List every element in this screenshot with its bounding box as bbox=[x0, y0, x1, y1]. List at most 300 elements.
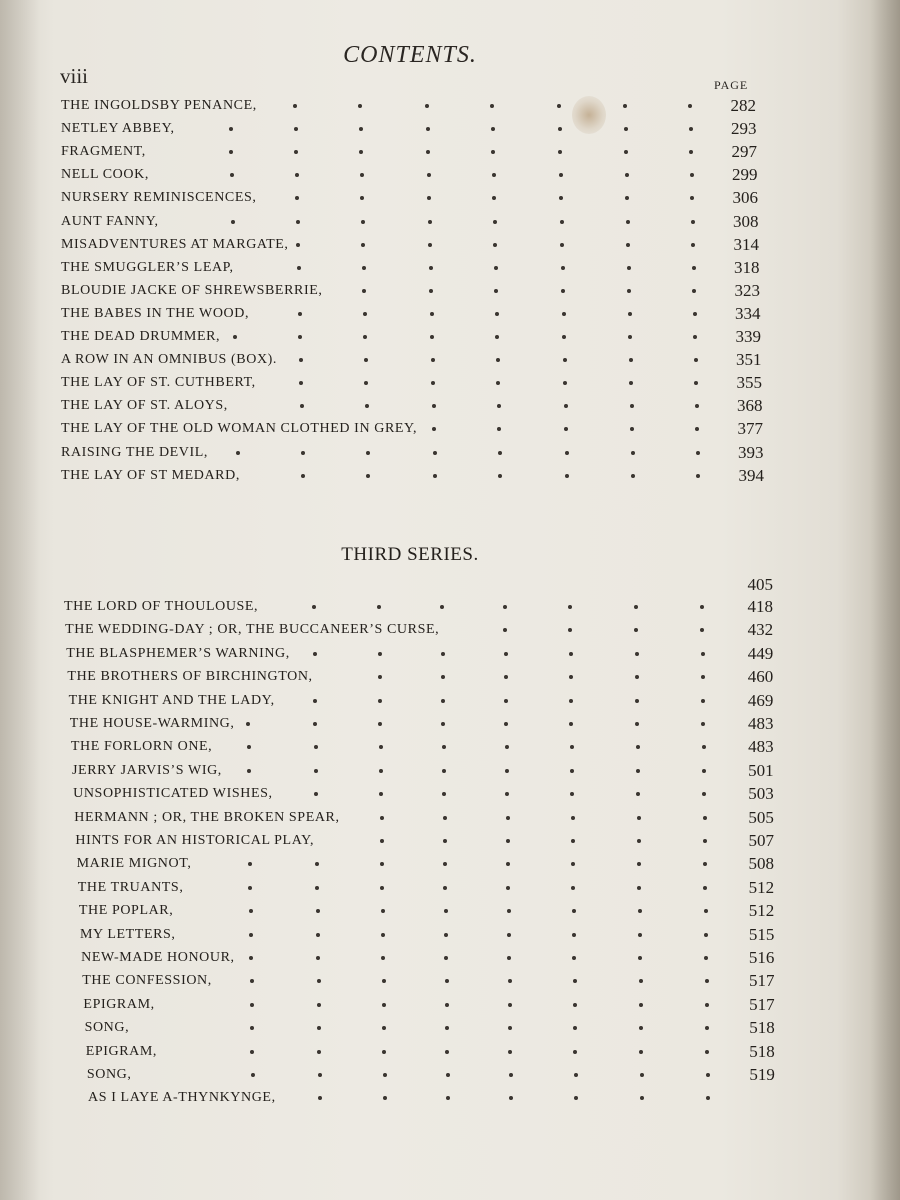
leader-dot bbox=[702, 769, 706, 773]
leader-dot bbox=[317, 1026, 321, 1030]
leader-dot bbox=[494, 289, 498, 293]
leader-dot bbox=[382, 979, 386, 983]
leader-dot bbox=[634, 628, 638, 632]
leader-dot bbox=[700, 628, 704, 632]
toc-entry bbox=[0, 325, 900, 348]
leader-dot bbox=[626, 243, 630, 247]
leader-dot bbox=[705, 979, 709, 983]
leader-dot bbox=[380, 862, 384, 866]
page-column-label: PAGE bbox=[714, 78, 749, 92]
toc-entry bbox=[0, 279, 900, 302]
leader-dot bbox=[705, 1003, 709, 1007]
toc-entry bbox=[0, 441, 900, 464]
leader-dot bbox=[635, 722, 639, 726]
leader-dot bbox=[313, 722, 317, 726]
leader-dot bbox=[639, 1026, 643, 1030]
toc-entry bbox=[0, 595, 900, 618]
toc-entry-page: 314 bbox=[733, 234, 759, 254]
leader-dot bbox=[366, 451, 370, 455]
leader-dot bbox=[703, 886, 707, 890]
leader-dot bbox=[493, 220, 497, 224]
leader-dot bbox=[378, 699, 382, 703]
toc-entry bbox=[0, 371, 900, 394]
leader-dot bbox=[425, 104, 429, 108]
leader-dot bbox=[635, 699, 639, 703]
toc-entry bbox=[0, 233, 900, 256]
third-series-heading: THIRD SERIES. bbox=[341, 544, 479, 565]
leader-dot bbox=[317, 1003, 321, 1007]
leader-dot bbox=[443, 816, 447, 820]
leader-dot bbox=[504, 675, 508, 679]
leader-dot bbox=[627, 289, 631, 293]
leader-dot bbox=[296, 220, 300, 224]
leader-dot bbox=[695, 404, 699, 408]
leader-dot bbox=[431, 381, 435, 385]
leader-dot bbox=[506, 862, 510, 866]
toc-entry bbox=[0, 993, 900, 1016]
toc-entry-title: MISADVENTURES AT MARGATE, bbox=[61, 236, 289, 252]
toc-entry-title: SONG, bbox=[86, 1067, 132, 1082]
leader-dot bbox=[636, 745, 640, 749]
leader-dot bbox=[636, 792, 640, 796]
leader-dot bbox=[361, 220, 365, 224]
leader-dot bbox=[444, 956, 448, 960]
leader-dot bbox=[689, 127, 693, 131]
leader-dot bbox=[431, 358, 435, 362]
leader-dot bbox=[572, 909, 576, 913]
toc-entry-title: THE BLASPHEMER’S WARNING, bbox=[66, 645, 290, 661]
leader-dot bbox=[696, 474, 700, 478]
leader-dot bbox=[314, 745, 318, 749]
leader-dot bbox=[301, 451, 305, 455]
leader-dot bbox=[358, 104, 362, 108]
leader-dot bbox=[442, 792, 446, 796]
leader-dot bbox=[573, 1003, 577, 1007]
leader-dot bbox=[248, 862, 252, 866]
leader-dot bbox=[564, 427, 568, 431]
leader-dot bbox=[366, 474, 370, 478]
leader-dot bbox=[364, 381, 368, 385]
toc-entry-title: NURSERY REMINISCENCES, bbox=[61, 190, 257, 206]
leader-dot bbox=[362, 266, 366, 270]
leader-dot bbox=[381, 909, 385, 913]
toc-entry-page: 308 bbox=[733, 211, 759, 231]
leader-dot bbox=[495, 335, 499, 339]
leader-dot bbox=[363, 312, 367, 316]
leader-dot bbox=[379, 745, 383, 749]
leader-dot bbox=[378, 652, 382, 656]
leader-dot bbox=[491, 127, 495, 131]
toc-entry-page: 393 bbox=[738, 442, 764, 462]
leader-dot bbox=[637, 862, 641, 866]
leader-dot bbox=[298, 335, 302, 339]
leader-dot bbox=[565, 451, 569, 455]
toc-entry bbox=[0, 665, 900, 688]
leader-dot bbox=[380, 839, 384, 843]
leader-dot bbox=[695, 427, 699, 431]
leader-dot bbox=[229, 150, 233, 154]
leader-dot bbox=[690, 196, 694, 200]
toc-entry-title: THE TRUANTS, bbox=[77, 879, 184, 895]
leader-dot bbox=[564, 404, 568, 408]
toc-entry-page: 351 bbox=[736, 350, 762, 370]
leader-dot bbox=[506, 816, 510, 820]
toc-entry bbox=[0, 464, 900, 487]
toc-entry-title: FRAGMENT, bbox=[61, 144, 146, 160]
leader-dot bbox=[638, 909, 642, 913]
leader-dot bbox=[233, 335, 237, 339]
toc-entry-title: EPIGRAM, bbox=[85, 1043, 158, 1059]
leader-dot bbox=[444, 933, 448, 937]
toc-entry bbox=[0, 417, 900, 440]
leader-dot bbox=[689, 150, 693, 154]
leader-dot bbox=[503, 628, 507, 632]
leader-dot bbox=[692, 289, 696, 293]
leader-dot bbox=[507, 956, 511, 960]
leader-dot bbox=[706, 1096, 710, 1100]
leader-dot bbox=[445, 979, 449, 983]
leader-dot bbox=[429, 289, 433, 293]
toc-entry bbox=[0, 140, 900, 163]
leader-dot bbox=[379, 769, 383, 773]
leader-dot bbox=[557, 104, 561, 108]
toc-entry-page: 483 bbox=[747, 714, 774, 733]
leader-dot bbox=[558, 150, 562, 154]
toc-entry-title: THE BABES IN THE WOOD, bbox=[61, 305, 250, 321]
leader-dot bbox=[364, 358, 368, 362]
leader-dot bbox=[571, 839, 575, 843]
leader-dot bbox=[247, 769, 251, 773]
leader-dot bbox=[496, 358, 500, 362]
leader-dot bbox=[427, 173, 431, 177]
leader-dot bbox=[507, 933, 511, 937]
leader-dot bbox=[691, 220, 695, 224]
toc-entry-page: 518 bbox=[749, 1018, 775, 1038]
leader-dot bbox=[361, 243, 365, 247]
leader-dot bbox=[690, 173, 694, 177]
toc-entry-title: UNSOPHISTICATED WISHES, bbox=[73, 786, 273, 802]
leader-dot bbox=[445, 1026, 449, 1030]
toc-entry-title: THE CONFESSION, bbox=[82, 973, 212, 989]
leader-dot bbox=[378, 675, 382, 679]
leader-dot bbox=[441, 722, 445, 726]
leader-dot bbox=[496, 381, 500, 385]
page-number: viii bbox=[60, 64, 89, 88]
toc-entry-title: THE LAY OF ST MEDARD, bbox=[61, 467, 240, 483]
leader-dot bbox=[313, 652, 317, 656]
toc-entry-page: 512 bbox=[748, 901, 775, 921]
leader-dot bbox=[297, 266, 301, 270]
leader-dot bbox=[230, 173, 234, 177]
leader-dot bbox=[560, 220, 564, 224]
leader-dot bbox=[442, 769, 446, 773]
leader-dot bbox=[427, 196, 431, 200]
toc-entry-page: 318 bbox=[734, 257, 760, 277]
toc-entry bbox=[0, 829, 900, 852]
toc-entry-page: 508 bbox=[748, 854, 775, 874]
toc-entry-title: NEW-MADE HONOUR, bbox=[81, 950, 235, 965]
toc-entry-title: THE KNIGHT AND THE LADY, bbox=[68, 692, 275, 708]
leader-dot bbox=[568, 628, 572, 632]
leader-dot bbox=[312, 605, 316, 609]
leader-dot bbox=[445, 1050, 449, 1054]
leader-dot bbox=[688, 104, 692, 108]
leader-dot bbox=[569, 675, 573, 679]
leader-dot bbox=[503, 605, 507, 609]
leader-dot bbox=[704, 933, 708, 937]
leader-dot bbox=[445, 1003, 449, 1007]
leader-dot bbox=[563, 381, 567, 385]
leader-dot bbox=[639, 979, 643, 983]
toc-entry-title: THE WEDDING-DAY ; OR, THE BUCCANEER’S CURSE, bbox=[65, 622, 440, 638]
leader-dot bbox=[493, 243, 497, 247]
leader-dot bbox=[570, 792, 574, 796]
leader-dot bbox=[704, 909, 708, 913]
leader-dot bbox=[639, 1050, 643, 1054]
leader-dot bbox=[440, 605, 444, 609]
leader-dot bbox=[432, 427, 436, 431]
toc-entry-title: THE FORLORN ONE, bbox=[70, 739, 213, 755]
leader-dot bbox=[495, 312, 499, 316]
leader-dot bbox=[508, 1050, 512, 1054]
leader-dot bbox=[703, 816, 707, 820]
leader-dot bbox=[636, 769, 640, 773]
leader-dot bbox=[318, 1096, 322, 1100]
toc-entry-page: 282 bbox=[730, 96, 756, 115]
leader-dot bbox=[634, 605, 638, 609]
leader-dot bbox=[381, 933, 385, 937]
toc-entry-page: 516 bbox=[748, 948, 775, 967]
leader-dot bbox=[505, 792, 509, 796]
leader-dot bbox=[570, 745, 574, 749]
leader-dot bbox=[443, 862, 447, 866]
leader-dot bbox=[625, 173, 629, 177]
toc-entry-title: THE LAY OF ST. ALOYS, bbox=[61, 398, 228, 414]
leader-dot bbox=[571, 862, 575, 866]
leader-dot bbox=[441, 652, 445, 656]
toc-entry-title: THE SMUGGLER’S LEAP, bbox=[61, 259, 234, 275]
toc-entry-page: 515 bbox=[748, 924, 775, 944]
leader-dot bbox=[428, 220, 432, 224]
toc-entry bbox=[0, 1086, 900, 1109]
leader-dot bbox=[637, 839, 641, 843]
toc-entry-page: 355 bbox=[736, 373, 762, 393]
leader-dot bbox=[249, 956, 253, 960]
leader-dot bbox=[627, 266, 631, 270]
toc-entry-page: 339 bbox=[735, 327, 761, 346]
leader-dot bbox=[624, 150, 628, 154]
leader-dot bbox=[301, 474, 305, 478]
leader-dot bbox=[570, 769, 574, 773]
toc-entry bbox=[0, 117, 900, 140]
leader-dot bbox=[568, 605, 572, 609]
leader-dot bbox=[572, 956, 576, 960]
leader-dot bbox=[569, 699, 573, 703]
leader-dot bbox=[380, 886, 384, 890]
toc-entry-page: 512 bbox=[748, 877, 775, 897]
toc-entry bbox=[0, 852, 900, 875]
toc-entry-page: 432 bbox=[747, 620, 774, 640]
toc-entry-page: 377 bbox=[737, 419, 763, 439]
leader-dot bbox=[509, 1073, 513, 1077]
leader-dot bbox=[506, 839, 510, 843]
leader-dot bbox=[638, 956, 642, 960]
toc-entry-title: NETLEY ABBEY, bbox=[61, 121, 175, 137]
leader-dot bbox=[380, 816, 384, 820]
leader-dot bbox=[561, 266, 565, 270]
leader-dot bbox=[236, 451, 240, 455]
leader-dot bbox=[701, 652, 705, 656]
leader-dot bbox=[426, 150, 430, 154]
toc-entry-page: 293 bbox=[731, 119, 757, 139]
toc-entry-page: 519 bbox=[749, 1065, 775, 1084]
leader-dot bbox=[506, 886, 510, 890]
leader-dot bbox=[365, 404, 369, 408]
leader-dot bbox=[296, 243, 300, 247]
toc-entry-title: HERMANN ; OR, THE BROKEN SPEAR, bbox=[74, 809, 340, 825]
leader-dot bbox=[360, 196, 364, 200]
leader-dot bbox=[703, 839, 707, 843]
leader-dot bbox=[704, 956, 708, 960]
toc-entry bbox=[0, 163, 900, 186]
toc-entry bbox=[0, 618, 900, 641]
toc-entry-page: 334 bbox=[735, 303, 761, 323]
leader-dot bbox=[631, 474, 635, 478]
toc-entry bbox=[0, 1040, 900, 1063]
leader-dot bbox=[629, 358, 633, 362]
leader-dot bbox=[379, 792, 383, 796]
leader-dot bbox=[313, 699, 317, 703]
toc-entry-page: 503 bbox=[748, 784, 774, 804]
leader-dot bbox=[497, 427, 501, 431]
leader-dot bbox=[693, 312, 697, 316]
leader-dot bbox=[573, 979, 577, 983]
leader-dot bbox=[693, 335, 697, 339]
leader-dot bbox=[623, 104, 627, 108]
toc-entry bbox=[0, 210, 900, 233]
leader-dot bbox=[441, 699, 445, 703]
toc-entry-title: JERRY JARVIS’S WIG, bbox=[72, 762, 222, 778]
leader-dot bbox=[635, 652, 639, 656]
toc-entry-page: 299 bbox=[732, 165, 758, 185]
leader-dot bbox=[382, 1050, 386, 1054]
leader-dot bbox=[491, 150, 495, 154]
leader-dot bbox=[441, 675, 445, 679]
toc-entry bbox=[0, 899, 900, 922]
third-series-first-page bbox=[0, 573, 900, 596]
leader-dot bbox=[316, 956, 320, 960]
leader-dot bbox=[702, 745, 706, 749]
leader-dot bbox=[508, 1026, 512, 1030]
toc-entry bbox=[0, 969, 900, 992]
leader-dot bbox=[504, 652, 508, 656]
leader-dot bbox=[247, 745, 251, 749]
leader-dot bbox=[624, 127, 628, 131]
leader-dot bbox=[382, 1003, 386, 1007]
leader-dot bbox=[443, 886, 447, 890]
leader-dot bbox=[705, 1026, 709, 1030]
leader-dot bbox=[573, 1050, 577, 1054]
leader-dot bbox=[565, 474, 569, 478]
leader-dot bbox=[317, 1050, 321, 1054]
leader-dot bbox=[433, 451, 437, 455]
toc-entry-page: 483 bbox=[748, 737, 774, 757]
toc-entry-page: 501 bbox=[748, 760, 774, 780]
leader-dot bbox=[249, 909, 253, 913]
leader-dot bbox=[426, 127, 430, 131]
leader-dot bbox=[701, 675, 705, 679]
leader-dot bbox=[637, 886, 641, 890]
toc-entry-page: 469 bbox=[747, 690, 774, 710]
leader-dot bbox=[300, 404, 304, 408]
leader-dot bbox=[317, 979, 321, 983]
leader-dot bbox=[504, 699, 508, 703]
toc-entry-title: AS I LAYE A-THYNKYNGE, bbox=[88, 1090, 276, 1106]
leader-dot bbox=[497, 404, 501, 408]
toc-entry-title: EPIGRAM, bbox=[83, 996, 155, 1012]
leader-dot bbox=[635, 675, 639, 679]
leader-dot bbox=[560, 243, 564, 247]
toc-entry bbox=[0, 712, 900, 735]
leader-dot bbox=[631, 451, 635, 455]
leader-dot bbox=[315, 862, 319, 866]
leader-dot bbox=[628, 312, 632, 316]
leader-dot bbox=[630, 404, 634, 408]
toc-entry-page: 460 bbox=[747, 667, 774, 687]
toc-entry-page: 323 bbox=[734, 280, 760, 300]
leader-dot bbox=[498, 451, 502, 455]
leader-dot bbox=[295, 173, 299, 177]
leader-dot bbox=[573, 1026, 577, 1030]
leader-dot bbox=[640, 1096, 644, 1100]
leader-dot bbox=[696, 451, 700, 455]
leader-dot bbox=[637, 816, 641, 820]
leader-dot bbox=[246, 722, 250, 726]
leader-dot bbox=[562, 335, 566, 339]
toc-entry-title: THE POPLAR, bbox=[78, 903, 174, 919]
toc-entry bbox=[0, 759, 900, 782]
leader-dot bbox=[250, 1003, 254, 1007]
leader-dot bbox=[429, 266, 433, 270]
leader-dot bbox=[314, 769, 318, 773]
leader-dot bbox=[574, 1096, 578, 1100]
leader-dot bbox=[706, 1073, 710, 1077]
leader-dot bbox=[705, 1050, 709, 1054]
leader-dot bbox=[444, 909, 448, 913]
leader-dot bbox=[250, 1026, 254, 1030]
page-title: CONTENTS. bbox=[343, 42, 477, 68]
leader-dot bbox=[360, 173, 364, 177]
leader-dot bbox=[569, 722, 573, 726]
leader-dot bbox=[492, 196, 496, 200]
toc-entry-title: THE BROTHERS OF BIRCHINGTON, bbox=[67, 669, 313, 685]
leader-dot bbox=[250, 1050, 254, 1054]
leader-dot bbox=[559, 173, 563, 177]
leader-dot bbox=[314, 792, 318, 796]
leader-dot bbox=[316, 933, 320, 937]
leader-dot bbox=[315, 886, 319, 890]
toc-entry-title: NELL COOK, bbox=[61, 167, 149, 183]
toc-entry-page: 517 bbox=[749, 994, 775, 1014]
leader-dot bbox=[430, 335, 434, 339]
leader-dot bbox=[694, 358, 698, 362]
leader-dot bbox=[446, 1073, 450, 1077]
toc-entry-page: 449 bbox=[747, 643, 774, 663]
leader-dot bbox=[504, 722, 508, 726]
leader-dot bbox=[433, 474, 437, 478]
leader-dot bbox=[383, 1096, 387, 1100]
leader-dot bbox=[443, 839, 447, 843]
